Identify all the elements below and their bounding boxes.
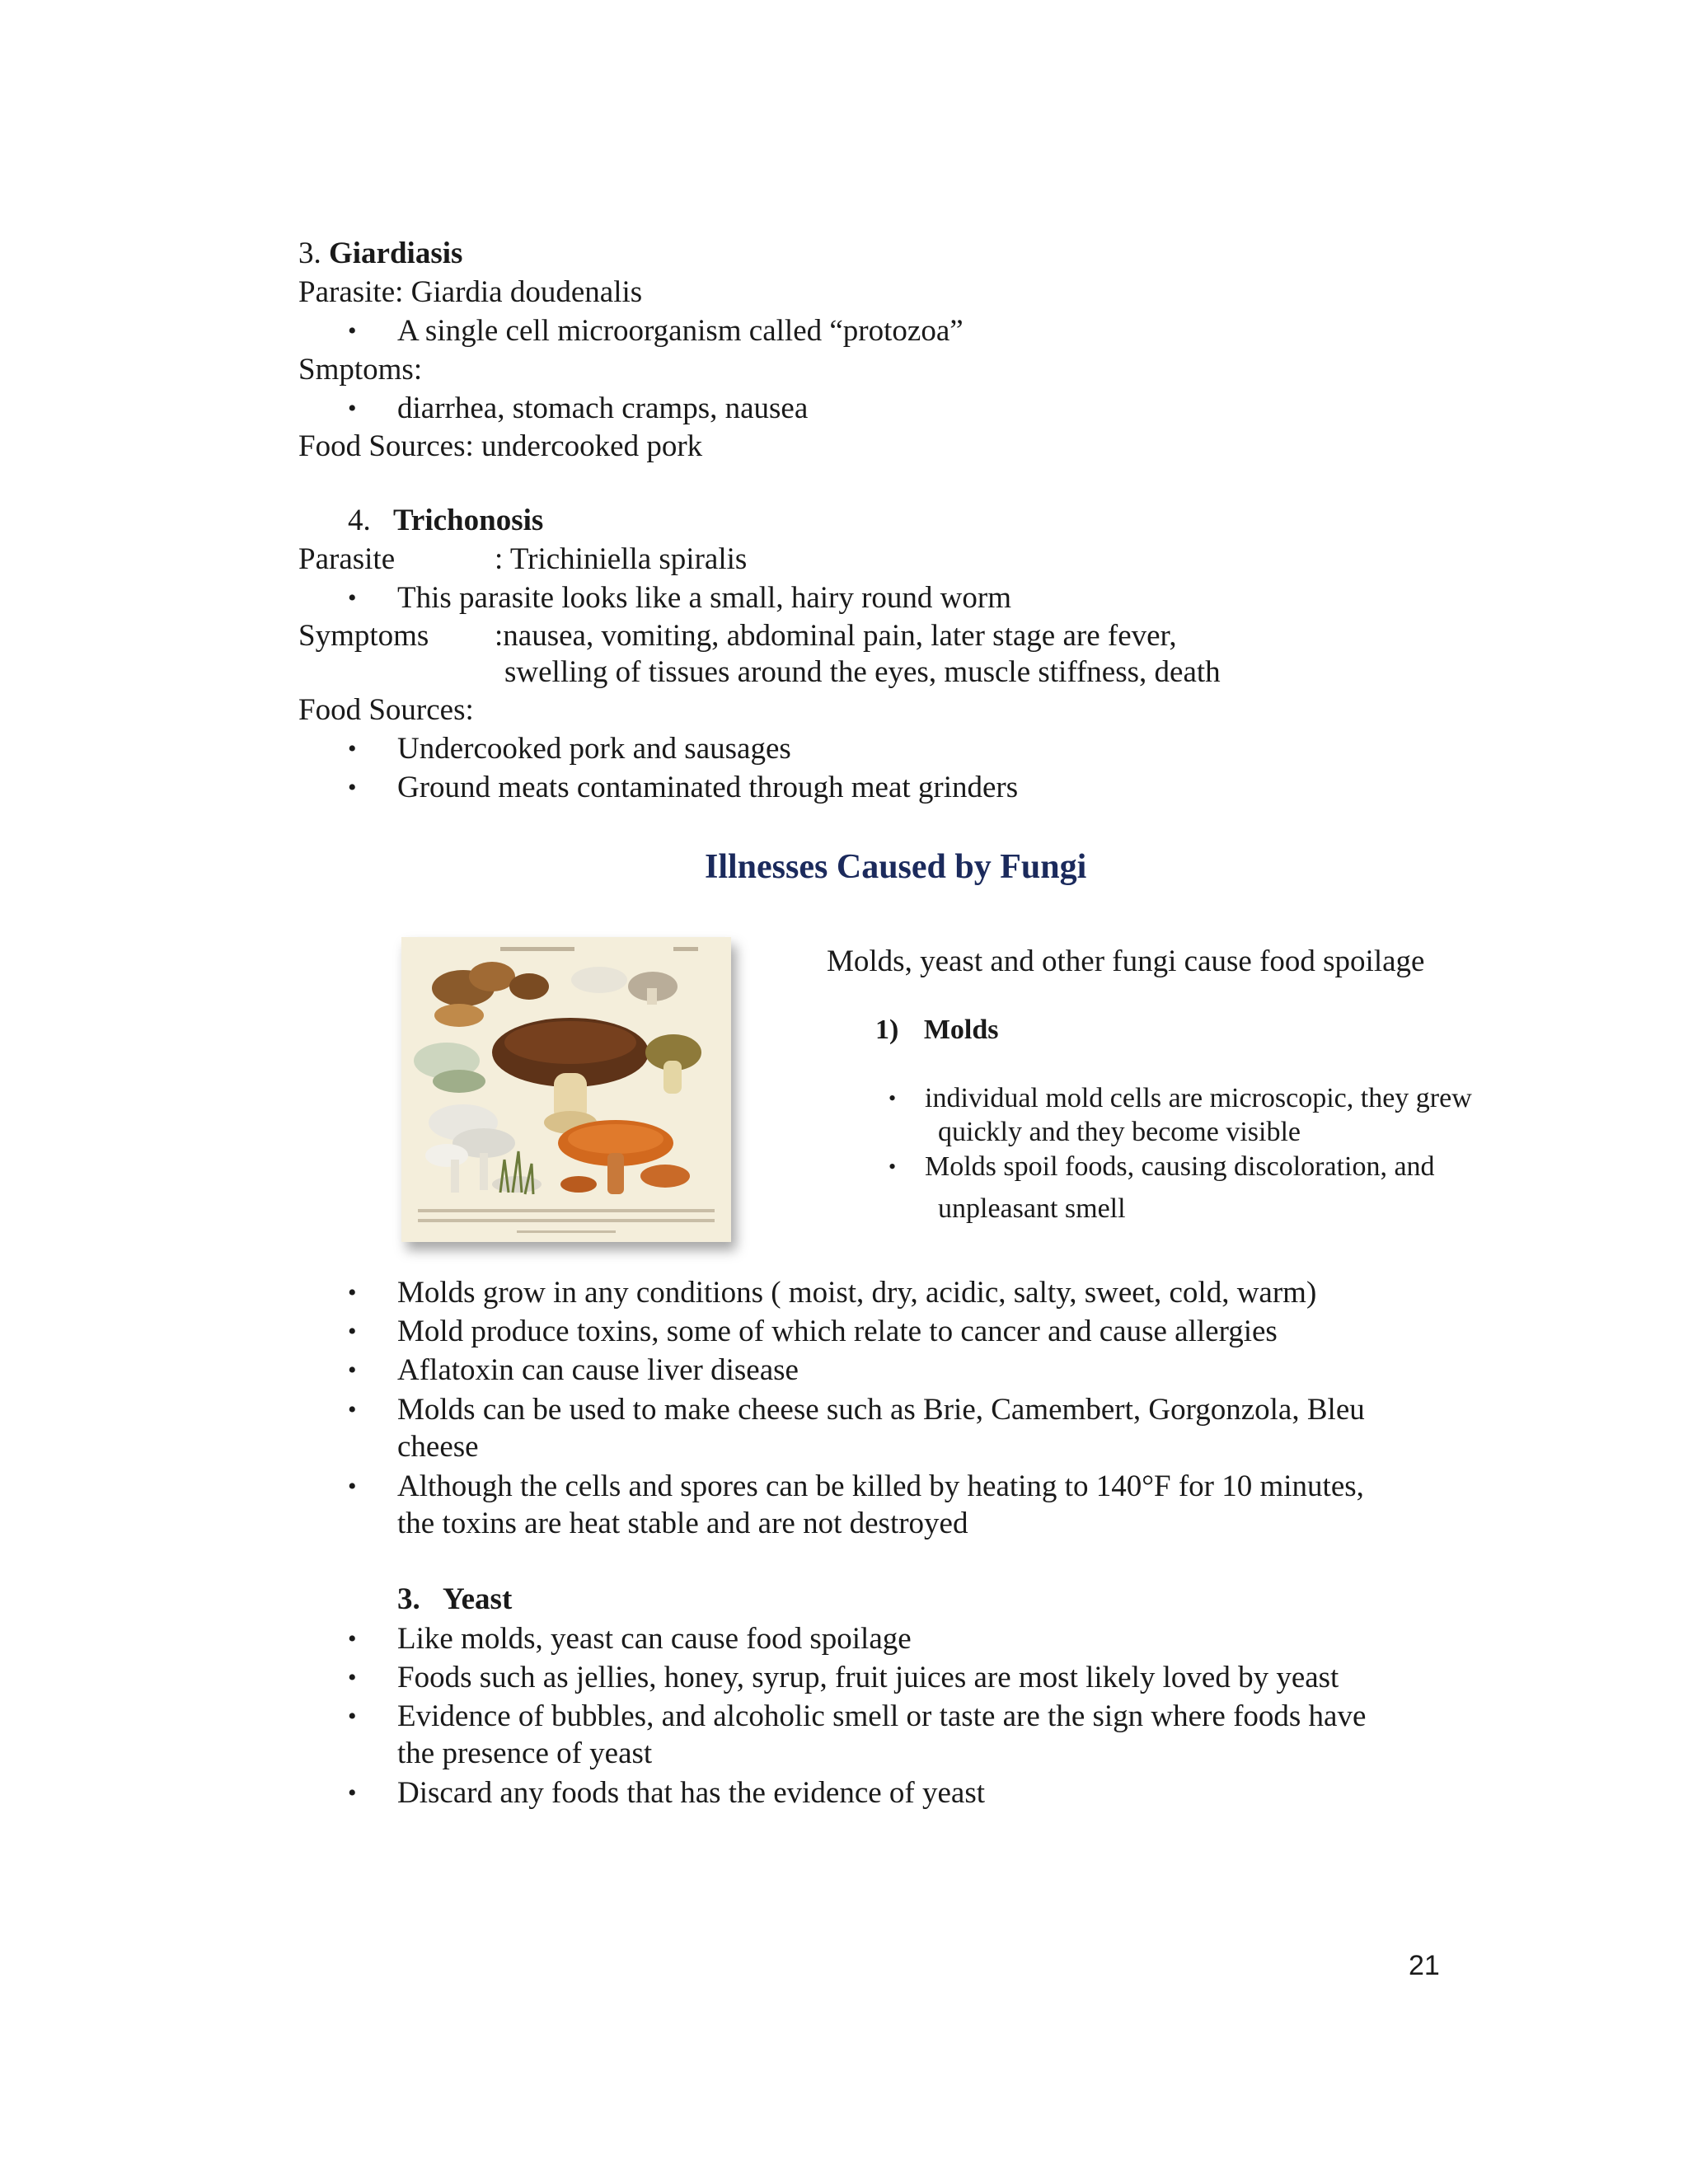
yeast-number: 3. bbox=[397, 1582, 420, 1616]
trichonosis-parasite-value: : Trichiniella spiralis bbox=[495, 542, 748, 576]
section-number: 4. bbox=[348, 504, 371, 537]
giardiasis-symptoms: diarrhea, stomach cramps, nausea bbox=[397, 391, 809, 425]
mushroom-plate-illustration bbox=[401, 937, 731, 1242]
bullet-icon: • bbox=[348, 395, 357, 422]
trichonosis-heading bbox=[348, 505, 543, 536]
bullet-icon: • bbox=[348, 1279, 357, 1306]
trichonosis-symptoms-label: Symptoms bbox=[298, 619, 429, 653]
molds-heading bbox=[875, 1016, 999, 1044]
bullet-icon: • bbox=[348, 1664, 357, 1691]
giardiasis-heading bbox=[298, 238, 462, 269]
molds-number: 1) bbox=[875, 1015, 899, 1045]
yeast-bullet: Discard any foods that has the evidence of yeast bbox=[397, 1776, 986, 1810]
fungi-intro: Molds, yeast and other fungi cause food spoilage bbox=[827, 944, 1425, 978]
molds-bullet: Molds can be used to make cheese such as Brie, Camembert, Gorgonzola, Bleu bbox=[397, 1393, 1365, 1427]
trichonosis-food-item: Undercooked pork and sausages bbox=[397, 732, 791, 766]
yeast-title: Yeast bbox=[443, 1582, 513, 1616]
molds-side-bullet-line1: Molds spoil foods, causing discoloration, and bbox=[925, 1151, 1435, 1182]
bullet-icon: • bbox=[348, 317, 357, 344]
trichonosis-symptoms-line1: :nausea, vomiting, abdominal pain, later stage are fever, bbox=[495, 619, 1177, 653]
trichonosis-parasite-label: Parasite bbox=[298, 542, 396, 576]
giardiasis-symptoms-label: Smptoms: bbox=[298, 353, 423, 387]
trichonosis-bullet: This parasite looks like a small, hairy round worm bbox=[397, 581, 1011, 615]
fungi-heading: Illnesses Caused by Fungi bbox=[705, 848, 1087, 886]
yeast-bullet: Like molds, yeast can cause food spoilage bbox=[397, 1622, 912, 1656]
bullet-icon: • bbox=[348, 1625, 357, 1652]
mushroom-illustration-icon bbox=[401, 937, 731, 1242]
bullet-icon: • bbox=[348, 1779, 357, 1807]
molds-bullet: Mold produce toxins, some of which relate to cancer and cause allergies bbox=[397, 1315, 1278, 1348]
molds-bullet: Aflatoxin can cause liver disease bbox=[397, 1353, 799, 1387]
trichonosis-symptoms-line2: swelling of tissues around the eyes, muscle stiffness, death bbox=[504, 655, 1221, 689]
bullet-icon: • bbox=[348, 774, 357, 801]
bullet-icon: • bbox=[348, 1318, 357, 1345]
giardiasis-food-sources: Food Sources: undercooked pork bbox=[298, 429, 703, 463]
giardiasis-parasite: Parasite: Giardia doudenalis bbox=[298, 275, 643, 309]
molds-bullet-cont: cheese bbox=[397, 1430, 479, 1464]
trichonosis-food-sources-label: Food Sources: bbox=[298, 693, 474, 727]
bullet-icon: • bbox=[348, 1473, 357, 1500]
molds-title: Molds bbox=[923, 1015, 999, 1045]
bullet-icon: • bbox=[348, 584, 357, 612]
section-title: Giardiasis bbox=[329, 237, 463, 270]
molds-bullet: Molds grow in any conditions ( moist, dry, acidic, salty, sweet, cold, warm) bbox=[397, 1276, 1317, 1310]
trichonosis-food-item: Ground meats contaminated through meat grinders bbox=[397, 771, 1019, 804]
bullet-icon: • bbox=[348, 735, 357, 762]
yeast-bullet-cont: the presence of yeast bbox=[397, 1736, 653, 1770]
bullet-icon: • bbox=[348, 1357, 357, 1384]
page-number: 21 bbox=[1409, 1950, 1440, 1981]
bullet-icon: • bbox=[889, 1086, 897, 1110]
molds-side-bullet-line1: individual mold cells are microscopic, they grew bbox=[925, 1083, 1472, 1113]
section-title: Trichonosis bbox=[393, 504, 544, 537]
yeast-bullet: Evidence of bubbles, and alcoholic smell or taste are the sign where foods have bbox=[397, 1699, 1367, 1733]
bullet-icon: • bbox=[348, 1396, 357, 1423]
section-number: 3. bbox=[298, 237, 321, 270]
molds-side-bullet-line2: quickly and they become visible bbox=[938, 1117, 1301, 1147]
molds-side-bullet-line2: unpleasant smell bbox=[938, 1193, 1126, 1224]
molds-bullet: Although the cells and spores can be killed by heating to 140°F for 10 minutes, bbox=[397, 1469, 1364, 1503]
yeast-bullet: Foods such as jellies, honey, syrup, fruit juices are most likely loved by yeast bbox=[397, 1661, 1339, 1694]
molds-bullet-cont: the toxins are heat stable and are not destroyed bbox=[397, 1507, 968, 1540]
bullet-icon: • bbox=[348, 1703, 357, 1730]
giardiasis-bullet: A single cell microorganism called “protozoa” bbox=[397, 314, 964, 348]
yeast-heading bbox=[397, 1584, 512, 1615]
bullet-icon: • bbox=[889, 1155, 897, 1179]
